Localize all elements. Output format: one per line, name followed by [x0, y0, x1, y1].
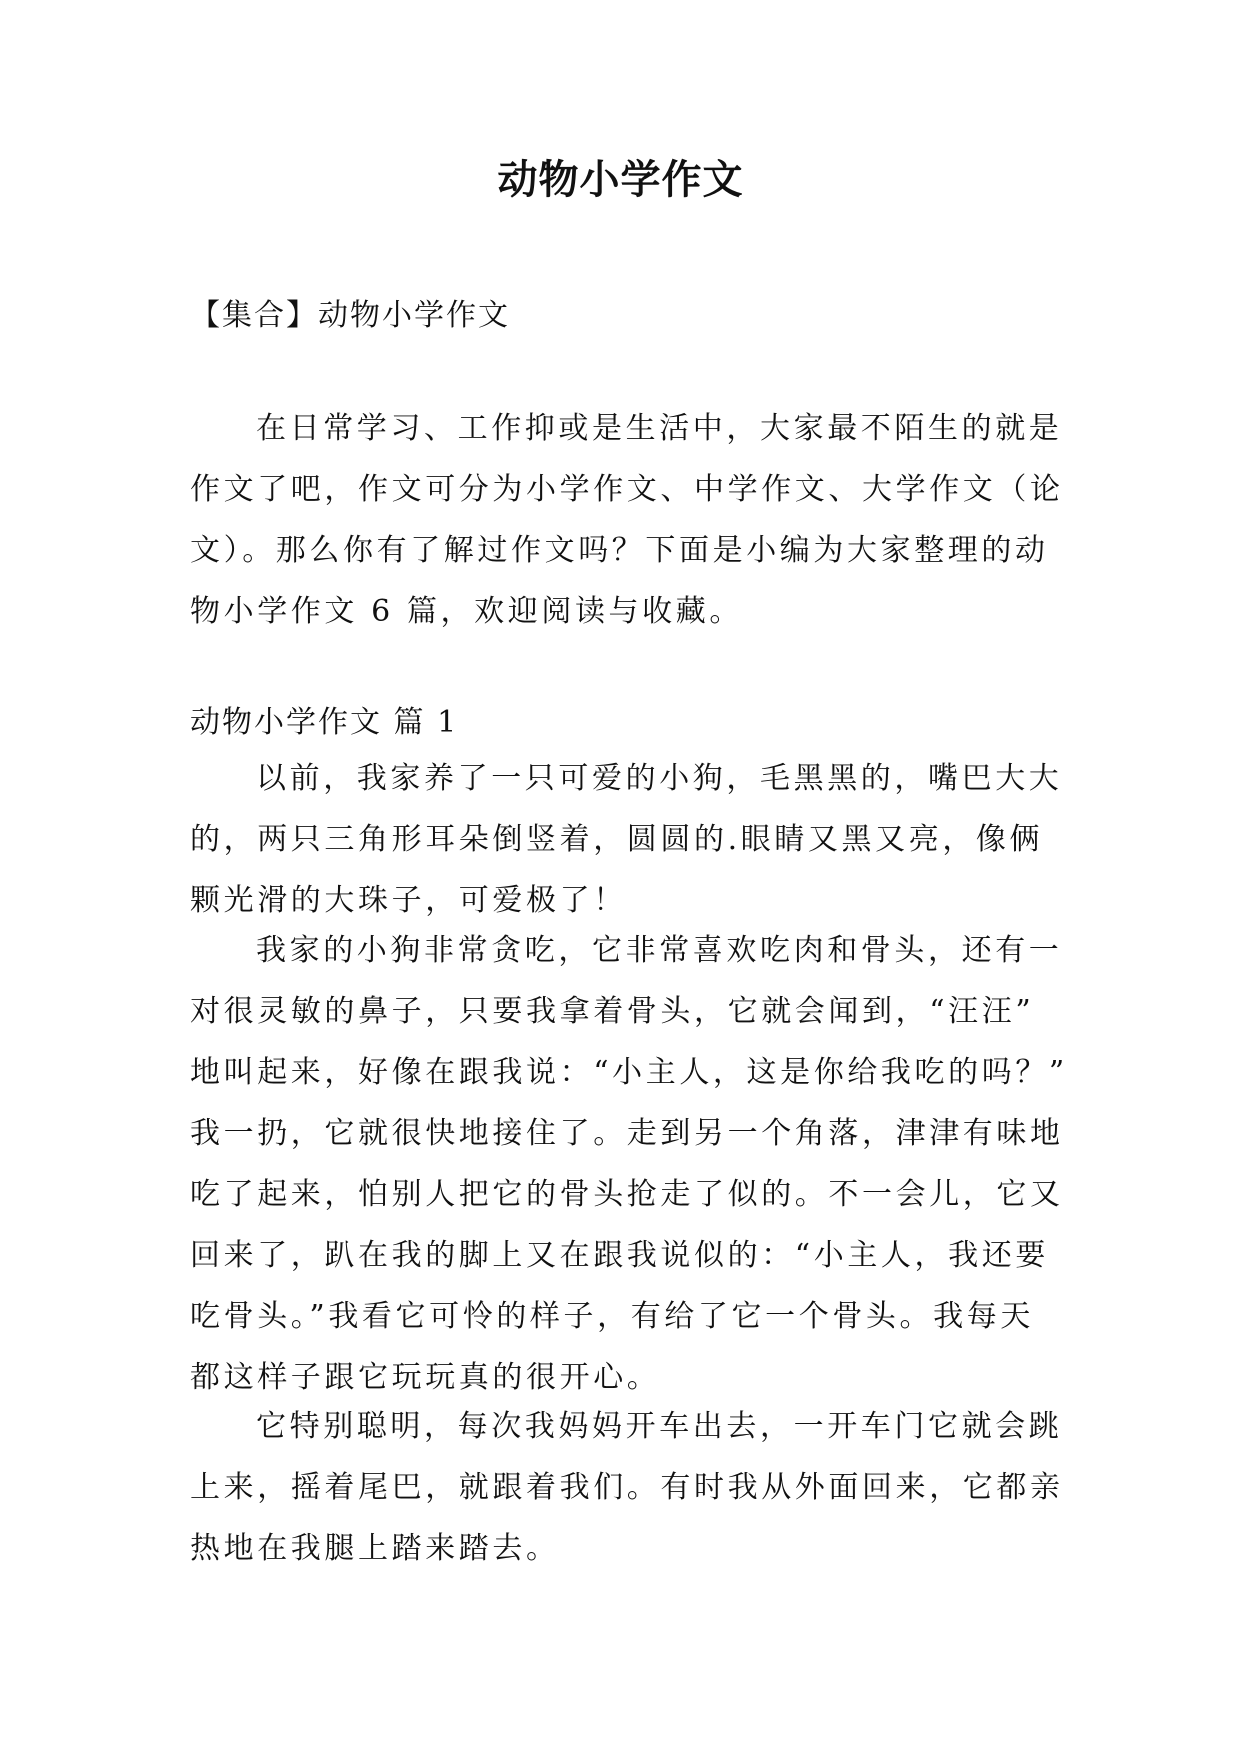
- paragraph-line: 热地在我腿上踏来踏去。: [190, 1531, 560, 1566]
- paragraph-line: 吃骨头。”我看它可怜的样子，有给了它一个骨头。我每天: [190, 1299, 1034, 1334]
- paragraph-line: 回来了，趴在我的脚上又在跟我说似的：“小主人，我还要: [190, 1238, 1049, 1273]
- document-title: 动物小学作文: [497, 156, 744, 203]
- paragraph-1: [190, 748, 1063, 931]
- intro-line: 文）。那么你有了解过作文吗？下面是小编为大家整理的动: [190, 533, 1049, 568]
- paragraph-line: 地叫起来，好像在跟我说：“小主人，这是你给我吃的吗？”: [190, 1055, 1068, 1090]
- paragraph-line: 我一扔，它就很快地接住了。走到另一个角落，津津有味地: [190, 1116, 1064, 1151]
- paragraph-line: 的，两只三角形耳朵倒竖着，圆圆的.眼睛又黑又亮，像俩: [190, 822, 1044, 857]
- paragraph-line: 对很灵敏的鼻子，只要我拿着骨头，它就会闻到，“汪汪”: [190, 994, 1035, 1029]
- paragraph-line: 颗光滑的大珠子，可爱极了！: [190, 883, 627, 918]
- intro-line: 物小学作文 6 篇，欢迎阅读与收藏。: [190, 594, 743, 629]
- paragraph-line: 上来，摇着尾巴，就跟着我们。有时我从外面回来，它都亲: [190, 1470, 1064, 1505]
- paragraph-line: 以前，我家养了一只可爱的小狗，毛黑黑的，嘴巴大大: [256, 761, 1063, 796]
- paragraph-line: 它特别聪明，每次我妈妈开车出去，一开车门它就会跳: [256, 1409, 1063, 1444]
- intro-paragraph: [190, 398, 1064, 642]
- paragraph-line: 都这样子跟它玩玩真的很开心。: [190, 1360, 661, 1395]
- paragraph-line: 吃了起来，怕别人把它的骨头抢走了似的。不一会儿，它又: [190, 1177, 1064, 1212]
- document-subtitle: 【集合】动物小学作文: [190, 298, 510, 333]
- section-heading: 动物小学作文 篇 1: [190, 705, 459, 740]
- paragraph-line: 我家的小狗非常贪吃，它非常喜欢吃肉和骨头，还有一: [256, 933, 1063, 968]
- intro-line: 作文了吧，作文可分为小学作文、中学作文、大学作文（论: [190, 472, 1064, 507]
- paragraph-2: [190, 920, 1068, 1408]
- paragraph-3: [190, 1396, 1064, 1579]
- intro-line: 在日常学习、工作抑或是生活中，大家最不陌生的就是: [256, 411, 1063, 446]
